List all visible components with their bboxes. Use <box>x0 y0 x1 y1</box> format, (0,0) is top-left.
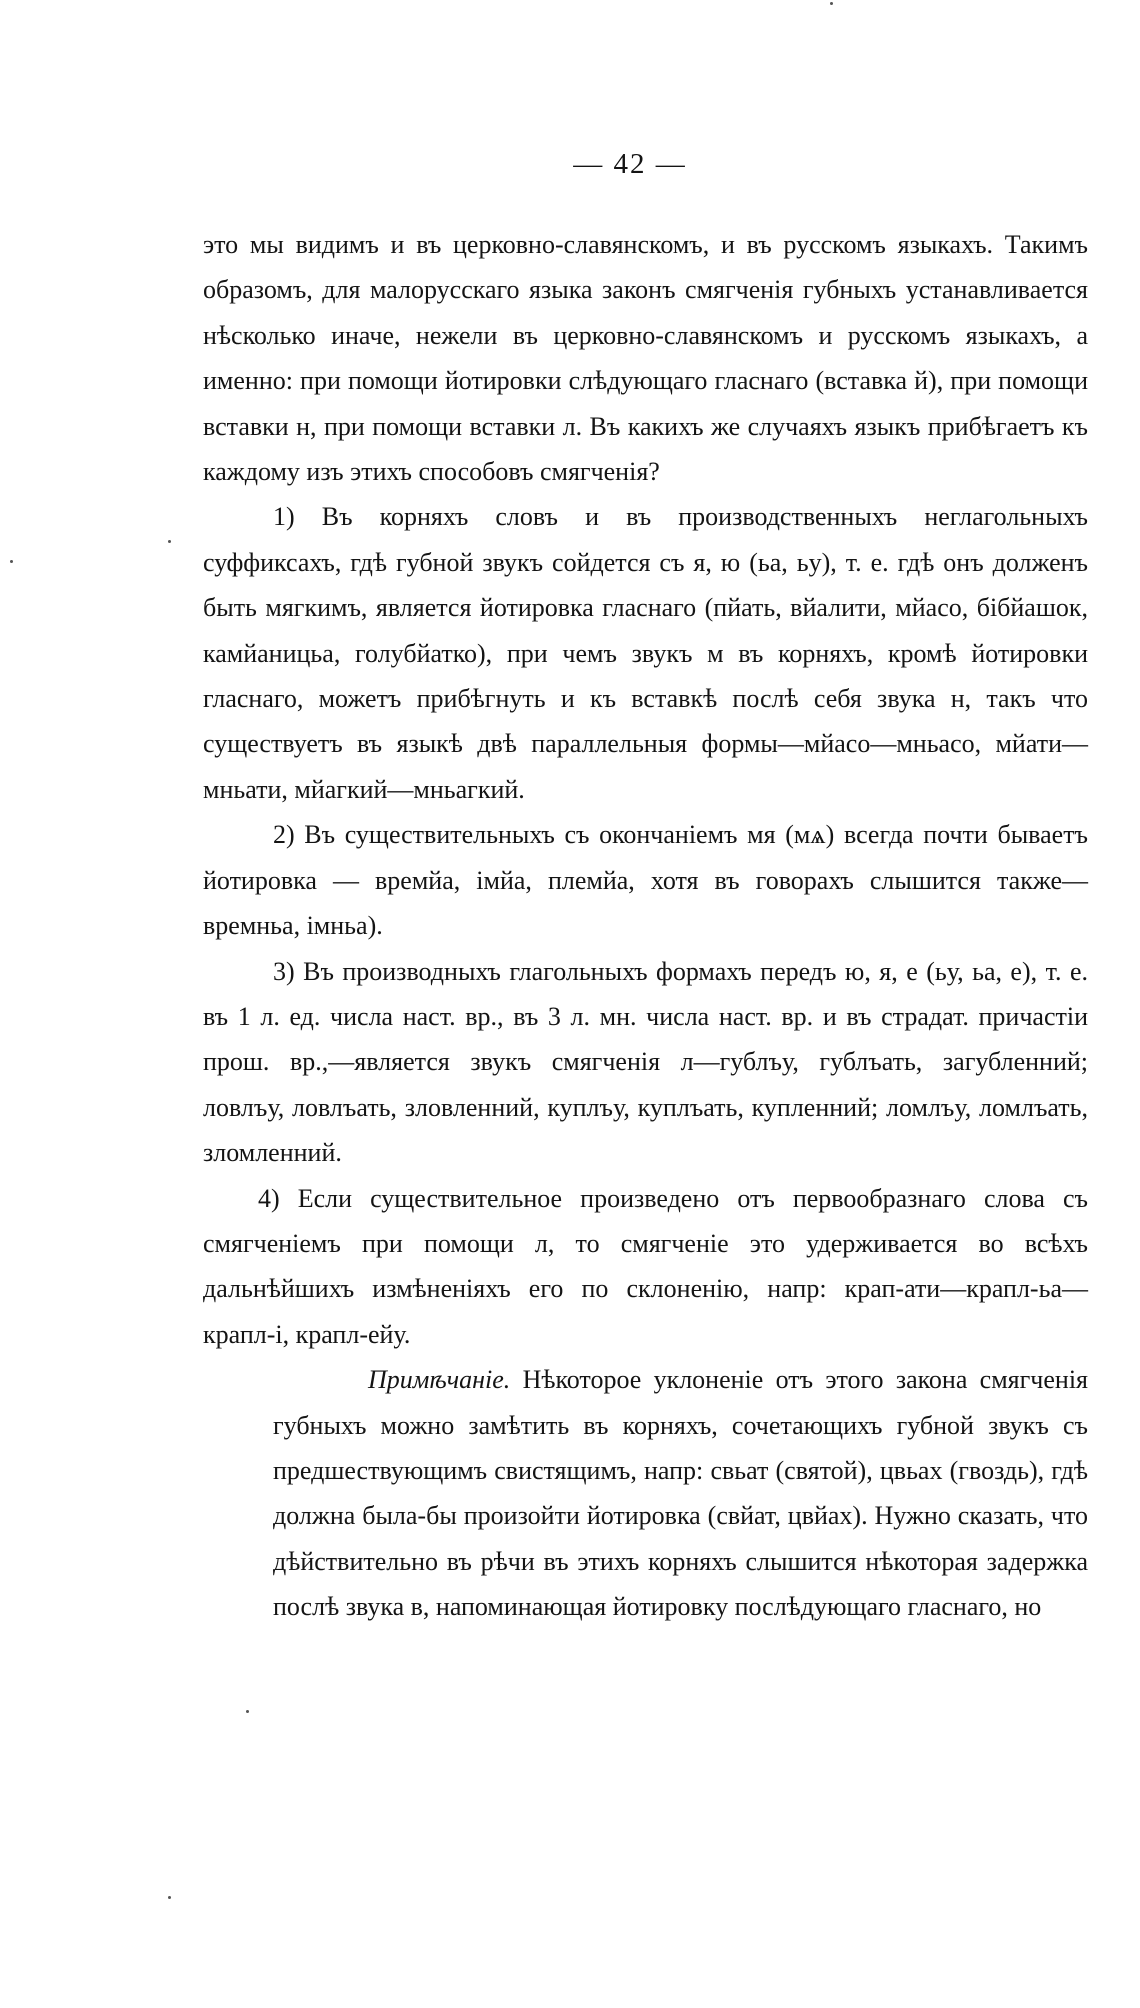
paper-speck <box>168 540 171 543</box>
note-block <box>273 1357 1088 1629</box>
paper-speck <box>10 560 13 563</box>
body-text <box>203 222 1088 1630</box>
paragraph-intro: это мы видимъ и въ церковно-славянскомъ, и въ русскомъ языкахъ. Такимъ образомъ, для малорусскаго языка законъ смягченія губныхъ устанавливается нѣсколько иначе, нежели въ церковно-славянскомъ и русскомъ языкахъ, а именно: при помощи йотировки слѣдующаго гласнаго (вставка й), при помощи вставки н, при помощи вставки л. Въ какихъ же случаяхъ языкъ прибѣгаетъ къ каждому изъ этихъ способовъ смягченія? <box>203 230 1088 487</box>
note-title: Примѣчаніе. <box>368 1365 511 1395</box>
note-paragraph <box>273 1357 1088 1629</box>
note-text: Нѣкоторое уклоненіе отъ этого закона смягченія губныхъ можно замѣтить въ корняхъ, сочетающихъ губной звукъ съ предшествующимъ свистящимъ, напр: свьат (святой), цвьах (гвоздь), гдѣ должна была-бы произойти йотировка (свйат, цвйах). Нужно сказать, что дѣйствительно въ рѣчи въ этихъ корняхъ слышится нѣкоторая задержка послѣ звука в, напоминающая йотировку послѣдующаго гласнаго, но <box>273 1365 1088 1622</box>
paragraph-rule-4: 4) Если существительное произведено отъ первообразнаго слова съ смягченіемъ при помощи л, то смягченіе это удерживается во всѣхъ дальнѣйшихъ измѣненіяхъ его по склоненію, напр: крап-ати—крапл-ьа—крапл-і, крапл-ейу. <box>203 1183 1088 1349</box>
paragraph-rule-3: 3) Въ производныхъ глагольныхъ формахъ передъ ю, я, е (ьу, ьа, е), т. е. въ 1 л. ед. числа наст. вр., въ 3 л. мн. числа наст. вр. и въ страдат. причастіи прош. вр.,—является звукъ смягченія л—гублъу, гублъать, загубленний; ловлъу, ловлъать, зловленний, куплъу, куплъать, купленний; ломлъу, ломлъать, зломленний. <box>203 956 1088 1168</box>
paragraph-rule-1: 1) Въ корняхъ словъ и въ производственныхъ неглагольныхъ суффиксахъ, гдѣ губной звукъ сойдется съ я, ю (ьа, ьу), т. е. гдѣ онъ долженъ быть мягкимъ, является йотировка гласнаго (пйать, вйалити, мйасо, бібйашок, камйаницьа, голубйатко), при чемъ звукъ м въ корняхъ, кромѣ йотировки гласнаго, можетъ прибѣгнуть и къ вставкѣ послѣ себя звука н, такъ что существуетъ въ языкѣ двѣ параллельныя формы—мйасо—мньасо, мйати—мньати, мйагкий—мньагкий. <box>203 502 1088 804</box>
paper-speck <box>830 2 833 5</box>
paper-speck <box>168 1896 171 1899</box>
page-number: — 42 — <box>573 148 687 180</box>
paper-speck <box>246 1710 249 1713</box>
paragraph-rule-2: 2) Въ существительныхъ съ окончаніемъ мя (мѧ) всегда почти бываетъ йотировка — времйа, імйа, племйа, хотя въ говорахъ слышится также—времньа, імньа). <box>203 820 1088 941</box>
